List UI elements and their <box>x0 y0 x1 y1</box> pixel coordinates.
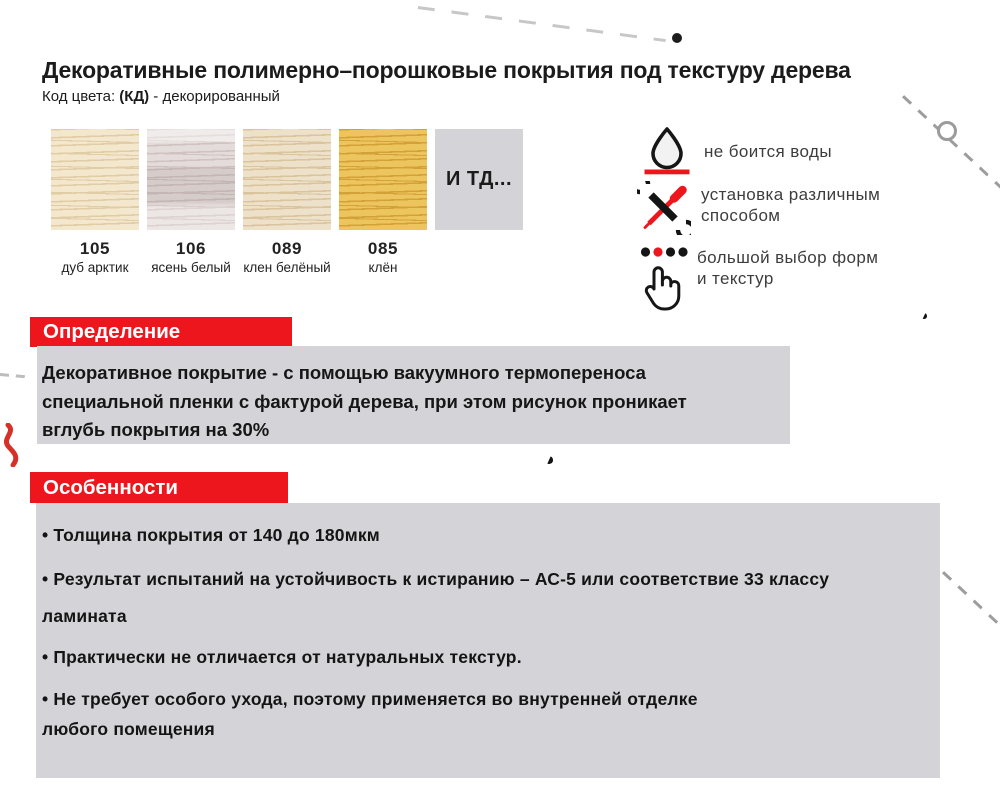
swatch-name: дуб арктик <box>61 260 129 275</box>
crescent-mark <box>920 312 928 320</box>
definition-line: вглубь покрытия на 30% <box>42 419 270 440</box>
donut-dot <box>672 33 682 43</box>
features-banner <box>30 472 288 503</box>
swatch-row <box>51 129 523 275</box>
definition-line: Декоративное покрытие - с помощью вакуумного термопереноса <box>42 362 646 383</box>
dashed-line-right <box>902 95 1000 191</box>
feature-bullet: • Результат испытаний на устойчивость к истиранию – АС-5 или соответствие 33 классу <box>42 569 830 589</box>
feature-text-water: не боится воды <box>704 142 832 161</box>
ring-circle <box>937 121 957 141</box>
dashed-line-bottom-right <box>942 571 1000 638</box>
page-title: Декоративные полимерно–порошковые покрытия под текстуру дерева <box>42 57 851 83</box>
feature-bullet: • Не требует особого ухода, поэтому применяется во внутренней отделке <box>42 689 698 709</box>
swatch-name: ясень белый <box>151 260 231 275</box>
definition-banner <box>30 317 292 347</box>
definition-line: специальной пленки с фактурой дерева, при этом рисунок проникает <box>42 390 687 412</box>
feature-bullet-continuation: любого помещения <box>42 719 215 739</box>
red-squiggle <box>1 423 23 467</box>
more-swatches-card: И ТД... <box>435 129 523 230</box>
wood-texture-105 <box>51 129 139 230</box>
feature-text-install: установка различным способом <box>701 185 881 225</box>
feature-bullet-continuation: ламината <box>42 606 127 626</box>
color-code-subtitle: Код цвета: (КД) - декорированный <box>42 88 280 105</box>
wood-texture-085 <box>339 129 427 230</box>
color-swatch-106 <box>147 129 235 275</box>
color-swatch-089 <box>243 129 331 275</box>
swatch-code: 085 <box>367 239 399 258</box>
swatch-code: 089 <box>271 239 303 258</box>
definition-title: Определение <box>43 320 181 343</box>
wood-texture-106 <box>147 129 235 230</box>
crescent-mark <box>544 455 554 465</box>
swatch-code: 105 <box>79 239 111 258</box>
dashed-line-top <box>418 6 666 42</box>
color-swatch-085 <box>339 129 427 275</box>
hand-select-icon <box>640 247 692 313</box>
definition-panel <box>37 346 790 444</box>
water-drop-icon <box>644 126 690 175</box>
features-title: Особенности <box>43 475 178 499</box>
swatch-code: 106 <box>175 239 207 258</box>
swatch-name: клен белёный <box>243 260 331 275</box>
tools-icon <box>637 181 691 235</box>
features-panel <box>36 503 940 778</box>
feature-bullet: • Толщина покрытия от 140 до 180мкм <box>42 525 380 545</box>
wood-texture-089 <box>243 129 331 230</box>
dashed-line-left <box>0 373 30 378</box>
feature-bullet: • Практически не отличается от натуральных текстур. <box>42 647 522 667</box>
swatch-name: клён <box>368 260 398 275</box>
feature-text-choice: большой выбор форм и текстур <box>697 248 879 288</box>
color-swatch-105 <box>51 129 139 275</box>
